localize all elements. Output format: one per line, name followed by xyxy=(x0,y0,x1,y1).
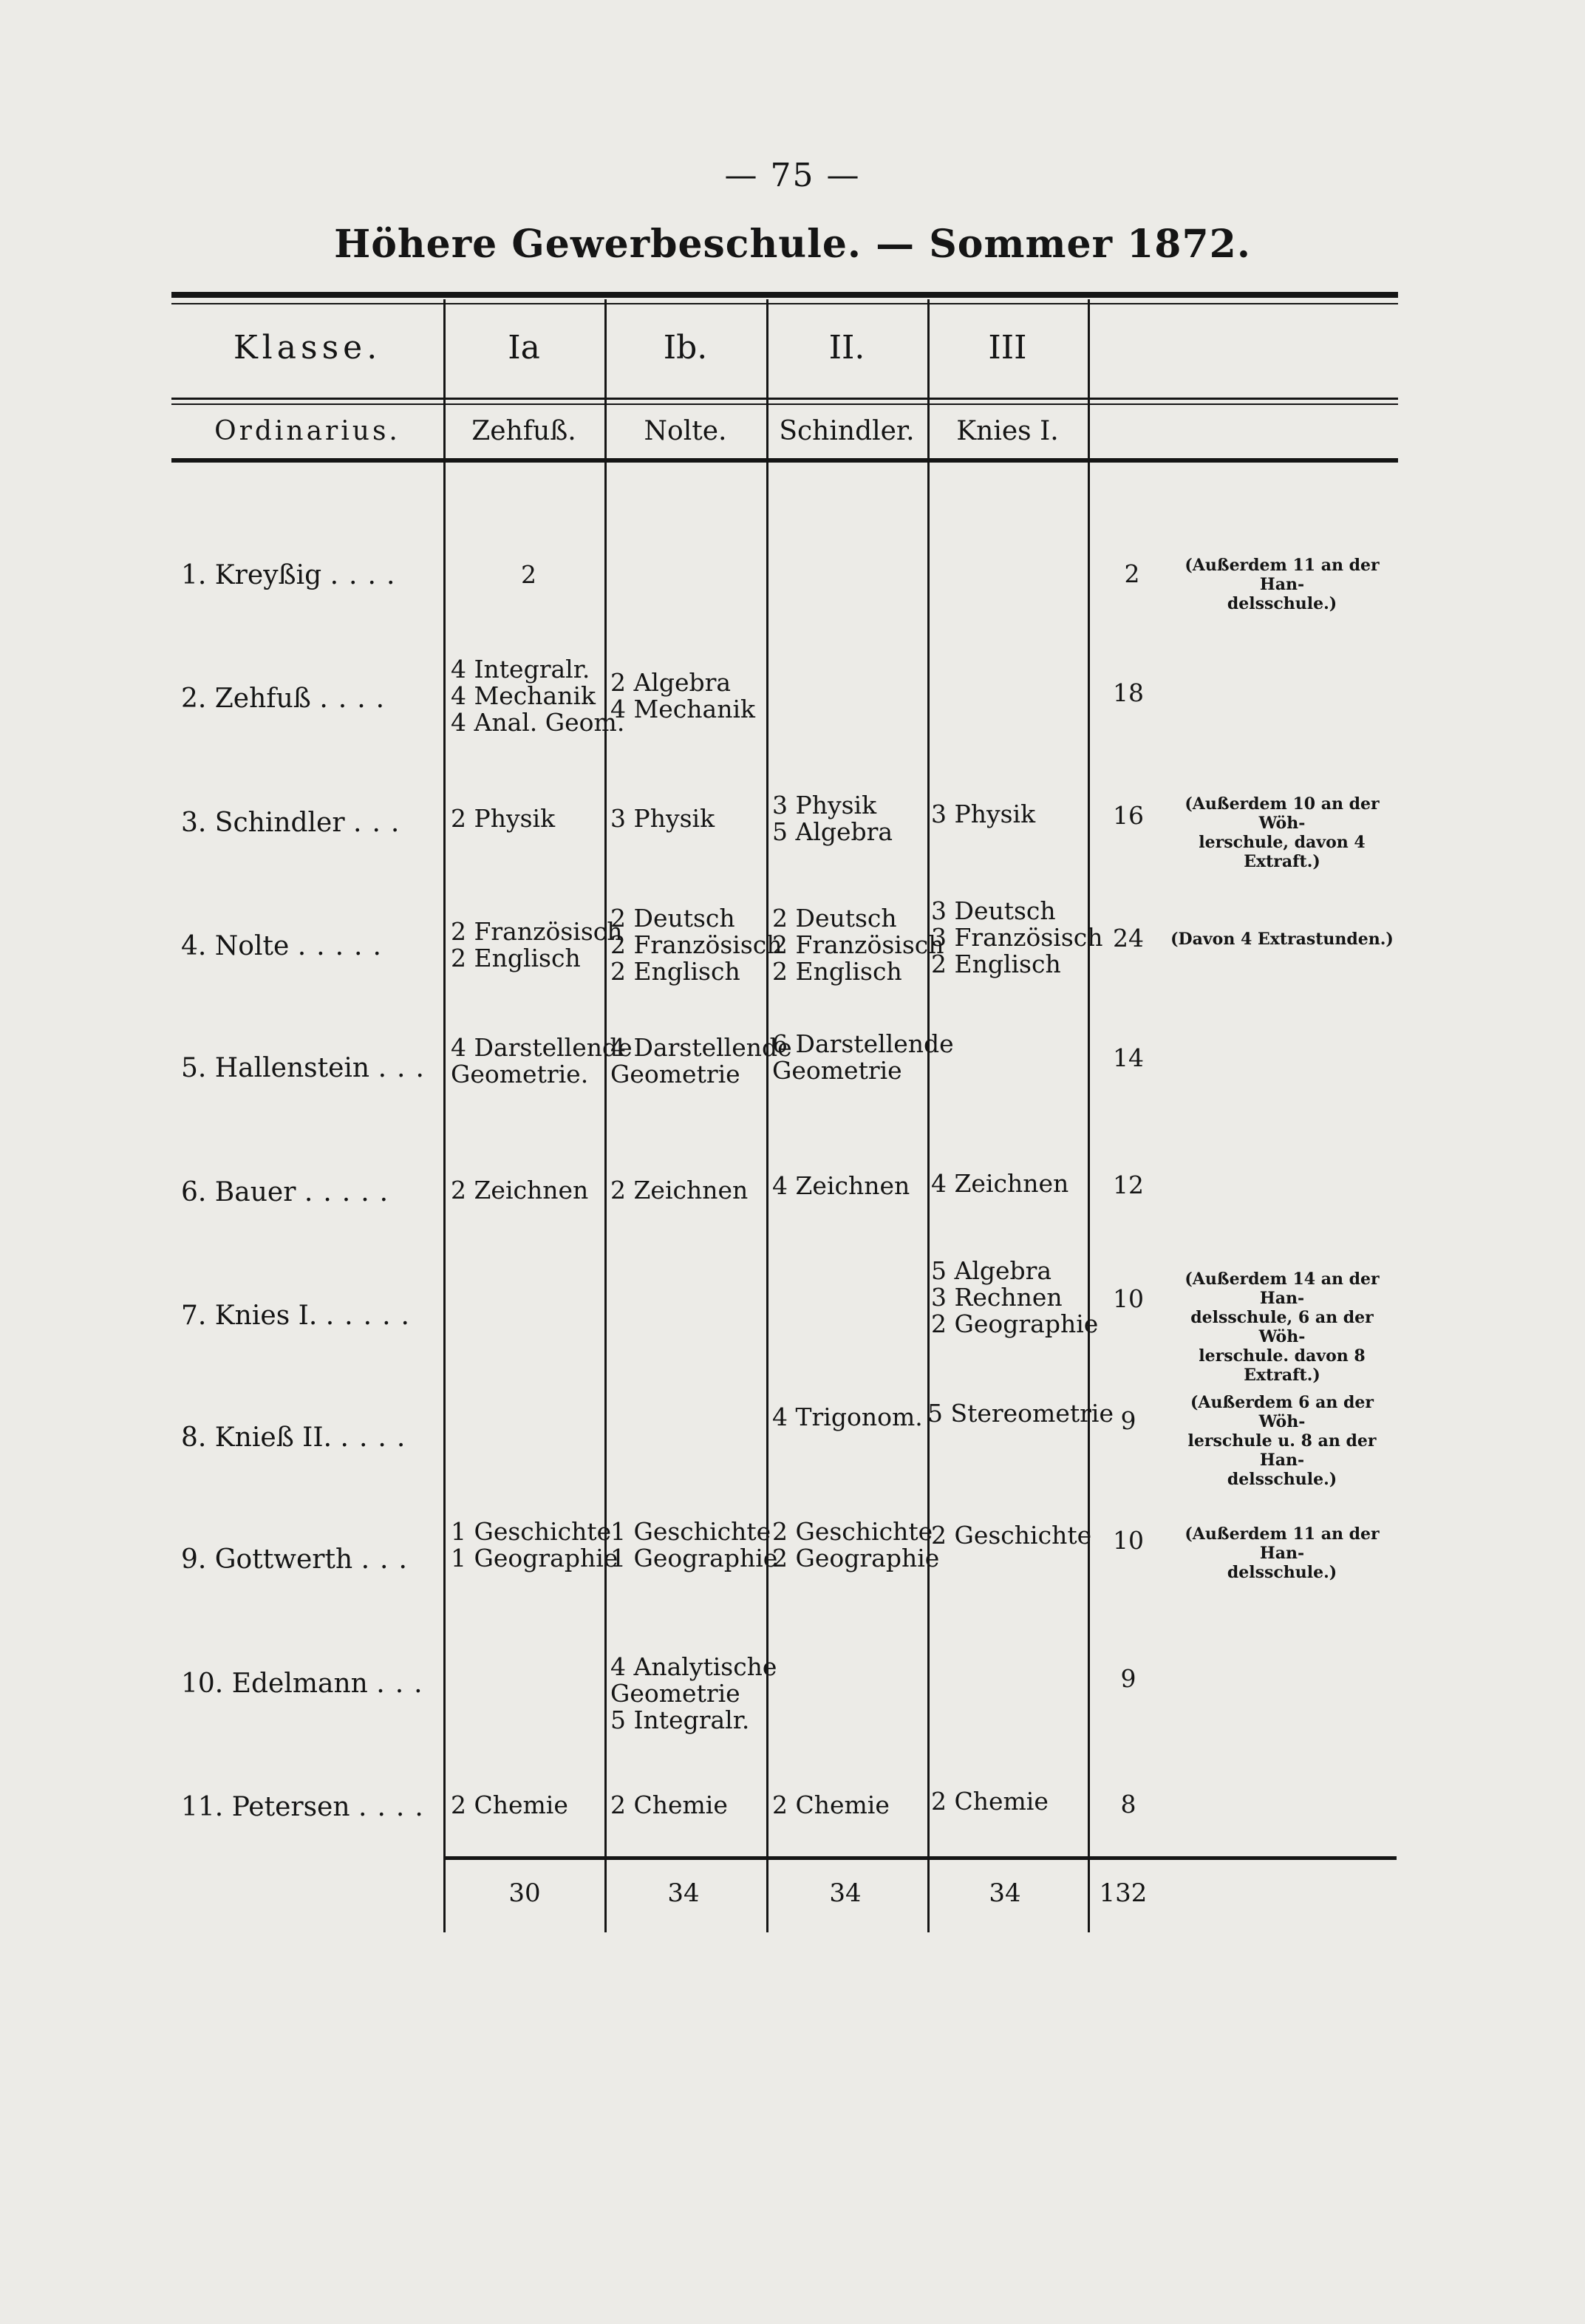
teacher-name: 6. Bauer ..... xyxy=(181,1177,399,1207)
cell-ia: 1 Geschichte 1 Geographie xyxy=(451,1517,618,1572)
cell-ib: 1 Geschichte 1 Geographie xyxy=(610,1517,778,1572)
cell-ib: 4 Darstellende Geometrie xyxy=(610,1033,792,1088)
cell-ia: 2 xyxy=(521,560,536,589)
row-total: 18 xyxy=(1113,678,1144,707)
page-title: Höhere Gewerbeschule. — Sommer 1872. xyxy=(334,222,1251,267)
top-rule-thin xyxy=(171,303,1398,304)
ordinarius-ia: Zehfuß. xyxy=(471,416,576,446)
header-class-iii: III xyxy=(988,329,1027,367)
cell-ii: 3 Physik 5 Algebra xyxy=(772,791,893,846)
page-number: — 75 — xyxy=(724,157,861,194)
header-ordinarius: Ordinarius. xyxy=(214,416,400,446)
cell-iii: 4 Zeichnen xyxy=(931,1169,1069,1198)
teacher-name: 4. Nolte ..... xyxy=(181,931,392,961)
cell-ii: 2 Geschichte 2 Geographie xyxy=(772,1517,940,1572)
sum-iii: 34 xyxy=(989,1878,1021,1908)
row-total: 8 xyxy=(1120,1790,1136,1819)
column-divider xyxy=(443,299,446,1932)
header-rule-1 xyxy=(171,398,1398,400)
header-class-ii: II. xyxy=(828,329,865,367)
cell-ia: 2 Chemie xyxy=(451,1790,568,1819)
cell-ii: 2 Chemie xyxy=(772,1790,890,1819)
cell-iii: 3 Deutsch 3 Französisch 2 Englisch xyxy=(931,896,1103,978)
row-total: 9 xyxy=(1120,1406,1136,1435)
teacher-name: 11. Petersen .... xyxy=(181,1792,434,1822)
cell-ii: 4 Trigonom. xyxy=(772,1403,923,1431)
cell-ia: 2 Zeichnen xyxy=(451,1176,589,1204)
teacher-name: 2. Zehfuß .... xyxy=(181,684,395,714)
header-class-ia: Ia xyxy=(508,329,540,367)
row-note: (Außerdem 10 an der Wöh- lerschule, davon 4 Extraft.) xyxy=(1185,794,1380,871)
cell-iii: 5 Stereometrie xyxy=(927,1399,1114,1428)
header-rule-2 xyxy=(171,403,1398,405)
row-note: (Außerdem 6 an der Wöh- lerschule u. 8 an der Han- delsschule.) xyxy=(1187,1393,1377,1489)
ordinarius-rule xyxy=(171,458,1398,463)
cell-ia: 4 Darstellende Geometrie. xyxy=(451,1033,633,1088)
row-total: 24 xyxy=(1113,924,1144,953)
top-rule-thick xyxy=(171,292,1398,298)
row-note: (Davon 4 Extrastunden.) xyxy=(1170,930,1394,949)
row-total: 10 xyxy=(1113,1284,1144,1313)
row-total: 2 xyxy=(1124,559,1140,588)
row-note: (Außerdem 14 an der Han- delsschule, 6 an der Wöh- lerschule. davon 8 Extraft.) xyxy=(1185,1270,1380,1385)
cell-ii: 6 Darstellende Geometrie xyxy=(772,1029,954,1085)
row-total: 10 xyxy=(1113,1526,1144,1555)
cell-ib: 3 Physik xyxy=(610,804,715,833)
row-note: (Außerdem 11 an der Han- delsschule.) xyxy=(1185,556,1380,613)
bottom-rule-thick xyxy=(443,1856,1397,1860)
cell-ia: 2 Physik xyxy=(451,804,556,833)
cell-ib: 2 Zeichnen xyxy=(610,1176,749,1204)
cell-ib: 2 Deutsch 2 Französisch 2 Englisch xyxy=(610,904,783,986)
ordinarius-ii: Schindler. xyxy=(779,416,915,446)
cell-ib: 2 Chemie xyxy=(610,1790,728,1819)
cell-iii: 3 Physik xyxy=(931,800,1036,828)
sum-ii: 34 xyxy=(829,1878,862,1908)
ordinarius-ib: Nolte. xyxy=(644,416,727,446)
ordinarius-iii: Knies I. xyxy=(956,416,1059,446)
cell-ii: 4 Zeichnen xyxy=(772,1171,910,1200)
column-divider xyxy=(604,299,607,1932)
column-divider xyxy=(1088,299,1090,1932)
row-total: 9 xyxy=(1120,1664,1136,1693)
cell-ia: 2 Französisch 2 Englisch xyxy=(451,917,623,972)
teacher-name: 9. Gottwerth ... xyxy=(181,1544,417,1575)
sum-ib: 34 xyxy=(667,1878,700,1908)
cell-iii: 2 Geschichte xyxy=(931,1521,1092,1550)
cell-ia: 4 Integralr. 4 Mechanik 4 Anal. Geom. xyxy=(451,655,625,737)
teacher-name: 1. Kreyßig .... xyxy=(181,560,406,590)
teacher-name: 10. Edelmann ... xyxy=(181,1669,433,1699)
cell-ii: 2 Deutsch 2 Französisch 2 Englisch xyxy=(772,904,944,986)
teacher-name: 8. Knieß II. .... xyxy=(181,1422,416,1453)
row-total: 16 xyxy=(1113,801,1144,830)
row-total: 12 xyxy=(1113,1170,1144,1199)
cell-iii: 2 Chemie xyxy=(931,1787,1049,1816)
teacher-name: 3. Schindler ... xyxy=(181,808,410,838)
cell-ib: 4 Analytische Geometrie 5 Integralr. xyxy=(610,1652,777,1734)
teacher-name: 7. Knies I. ..... xyxy=(181,1301,420,1331)
cell-ib: 2 Algebra 4 Mechanik xyxy=(610,668,756,723)
row-note: (Außerdem 11 an der Han- delsschule.) xyxy=(1185,1524,1380,1582)
row-total: 14 xyxy=(1113,1043,1144,1072)
cell-iii: 5 Algebra 3 Rechnen 2 Geographie xyxy=(931,1256,1099,1338)
column-divider xyxy=(927,299,930,1932)
sum-ia: 30 xyxy=(508,1878,541,1908)
header-class-ib: Ib. xyxy=(663,329,708,367)
header-klasse: Klasse. xyxy=(233,329,382,367)
sum-total: 132 xyxy=(1099,1878,1148,1908)
teacher-name: 5. Hallenstein ... xyxy=(181,1053,434,1083)
